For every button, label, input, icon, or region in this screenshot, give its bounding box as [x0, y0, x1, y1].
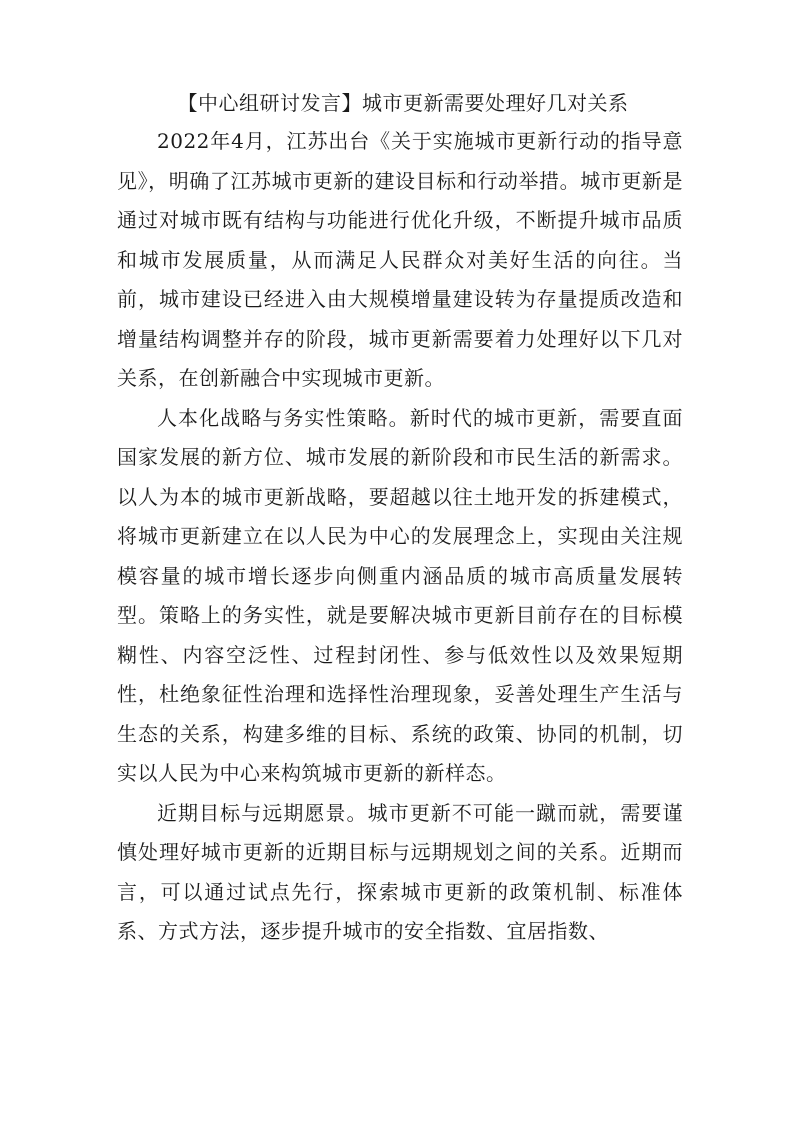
paragraph-short-long-term-goals: 近期目标与远期愿景。城市更新不可能一蹴而就，需要谨慎处理好城市更新的近期目标与远期规划之间的关系。近期而言，可以通过试点先行，探索城市更新的政策机制、标准体系、方式方法，逐步提升城市的安全指数、宜居指数、: [117, 800, 683, 943]
paragraph-intro: 2022年4月，江苏出台《关于实施城市更新行动的指导意见》，明确了江苏城市更新的建设目标和行动举措。城市更新是通过对城市既有结构与功能进行优化升级，不断提升城市品质和城市发展质量，从而满足人民群众对美好生活的向往。当前，城市建设已经进入由大规模增量建设转为存量提质改造和增量结构调整并存的阶段，城市更新需要着力处理好以下几对关系，在创新融合中实现城市更新。: [117, 129, 683, 390]
document-title: 【中心组研讨发言】城市更新需要处理好几对关系: [177, 91, 629, 115]
paragraph-people-centered-strategy: 人本化战略与务实性策略。新时代的城市更新，需要直面国家发展的新方位、城市发展的新阶段和市民生活的新需求。以人为本的城市更新战略，要超越以往土地开发的拆建模式，将城市更新建立在以人民为中心的发展理念上，实现由关注规模容量的城市增长逐步向侧重内涵品质的城市高质量发展转型。策略上的务实性，就是要解决城市更新目前存在的目标模糊性、内容空泛性、过程封闭性、参与低效性以及效果短期性，杜绝象征性治理和选择性治理现象，妥善处理生产生活与生态的关系，构建多维的目标、系统的政策、协同的机制，切实以人民为中心来构筑城市更新的新样态。: [117, 405, 683, 785]
